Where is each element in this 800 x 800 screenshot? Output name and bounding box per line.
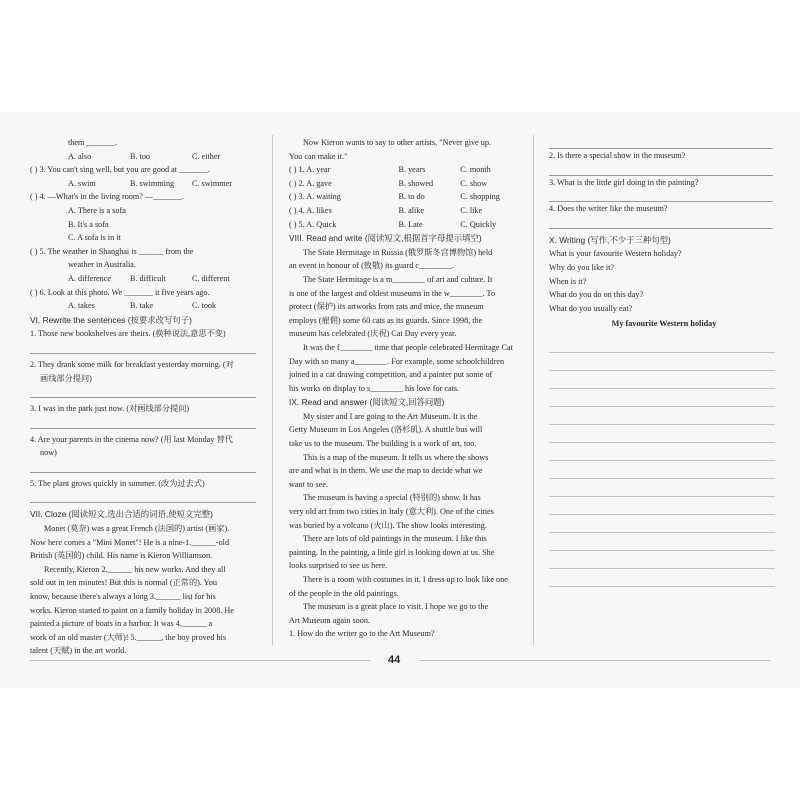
cloze-line: painted a picture of boats in a harbor. It was 4.______ a bbox=[30, 619, 213, 629]
section-heading-7: VII. Cloze (阅读短文,选出合适的词语,使短文完整) bbox=[30, 509, 213, 520]
passage-line: The museum is having a special (特别的) show. It has bbox=[303, 493, 481, 503]
answer-line[interactable] bbox=[30, 490, 256, 503]
writing-line[interactable] bbox=[549, 569, 775, 587]
answer-line[interactable] bbox=[30, 460, 256, 473]
writing-line[interactable] bbox=[549, 515, 775, 533]
cloze-line: works. Kieron started to paint on a family holiday in 2008. He bbox=[30, 605, 234, 615]
answer-row: ( ) 4. A. likes B. alike C. like bbox=[289, 205, 483, 215]
question-4: 4. Does the writer like the museum? bbox=[549, 204, 668, 214]
cloze-line: Now here comes a "Mini Monet"! He is a nine-1.______-old bbox=[30, 537, 230, 547]
rewrite-4-cont: now) bbox=[40, 448, 57, 458]
option: A. There is a sofa bbox=[68, 205, 126, 215]
passage-line: protect (保护) its artworks from rats and mice, the museum bbox=[289, 302, 484, 312]
cloze-line: work of an old master (大师)! 5.______, the boy proved his bbox=[30, 632, 227, 642]
option: C. different bbox=[192, 273, 230, 283]
option: B. It's a sofa bbox=[68, 219, 109, 229]
option: A. takes bbox=[68, 301, 95, 311]
rewrite-2: 2. They drank some milk for breakfast yesterday morning. (对 bbox=[30, 359, 234, 369]
option: B. difficult bbox=[130, 273, 166, 283]
writing-line[interactable] bbox=[549, 425, 775, 443]
passage-line: There are lots of old paintings in the museum. I like this bbox=[303, 534, 487, 544]
section-heading-8: VIII. Read and write (阅读短文,根据首字母提示填空) bbox=[289, 233, 482, 244]
option: B. swimming bbox=[130, 178, 175, 188]
option: A. swim bbox=[68, 178, 96, 188]
cloze-line: talent (天赋) in the art world. bbox=[30, 646, 127, 656]
writing-prompt: What is your favourite Western holiday? bbox=[549, 249, 682, 259]
section-heading-9: IX. Read and answer (阅读短文,回答问题) bbox=[289, 397, 445, 408]
section-heading-6: VI. Rewrite the sentences (按要求改写句子) bbox=[30, 314, 192, 325]
rewrite-3: 3. I was in the park just now. (对画线部分提问) bbox=[30, 404, 190, 414]
passage-line: Getty Museum in Los Angeles (洛杉矶). A shuttle bus will bbox=[289, 425, 483, 435]
section-heading-10: X. Writing (写作,不少于三种句型) bbox=[549, 234, 671, 245]
writing-line[interactable] bbox=[549, 461, 775, 479]
writing-line[interactable] bbox=[549, 551, 775, 569]
question-5-cont: weather in Australia. bbox=[68, 260, 136, 270]
writing-line[interactable] bbox=[549, 389, 775, 407]
option: C. either bbox=[192, 151, 221, 161]
footer-rule bbox=[420, 660, 770, 661]
options-row bbox=[30, 150, 262, 164]
passage-line: This is a map of the museum. It tells us where the shows bbox=[303, 452, 489, 462]
page-number: 44 bbox=[388, 654, 401, 666]
rewrite-1: 1. Those new bookshelves are theirs. (换种说法,意思不变) bbox=[30, 329, 226, 339]
question-3: ( ) 3. You can't sing well, but you are good at _______. bbox=[30, 165, 210, 175]
option: C. A sofa is in it bbox=[68, 233, 121, 243]
column-left bbox=[30, 136, 262, 658]
answer-line[interactable] bbox=[30, 385, 256, 398]
options-row bbox=[30, 272, 262, 286]
passage-line: take us to the museum. The building is a work of art, too. bbox=[289, 439, 477, 449]
passage-line: Day with so many a________. For example, some schoolchildren bbox=[289, 356, 505, 366]
writing-line[interactable] bbox=[549, 497, 775, 515]
passage-line: want to see. bbox=[289, 479, 328, 489]
question-1: 1. How do the writer go to the Art Museum? bbox=[289, 629, 435, 639]
passage-line: his works on display to s________ his love for cats. bbox=[289, 383, 460, 393]
option: A. also bbox=[68, 151, 92, 161]
question-text: them _______. bbox=[68, 138, 118, 147]
options-row bbox=[30, 299, 262, 313]
passage-line: very old art from two cities in Italy (意大利). One of the cities bbox=[289, 507, 494, 517]
option: A. difference bbox=[68, 273, 112, 283]
passage-line: employs (雇佣) some 60 cats as its guards. Since 1998, the bbox=[289, 315, 483, 325]
cloze-line: Monet (莫奈) was a great French (法国的) artist (画家). bbox=[44, 524, 230, 534]
answer-line[interactable] bbox=[549, 163, 773, 176]
answer-line[interactable] bbox=[549, 189, 773, 202]
writing-title: My favourite Western holiday bbox=[611, 319, 717, 329]
passage-line: looks surprised to see us here. bbox=[289, 561, 388, 571]
writing-line[interactable] bbox=[549, 371, 775, 389]
writing-line[interactable] bbox=[549, 443, 775, 461]
passage-line: of the people in the old paintings. bbox=[289, 588, 399, 598]
column-divider bbox=[272, 135, 273, 645]
passage-line: museum has celebrated (庆祝) Cat Day every year. bbox=[289, 329, 457, 339]
answer-row: ( ) 2. A. gave B. showed C. show bbox=[289, 178, 488, 188]
writing-line[interactable] bbox=[549, 407, 775, 425]
passage-line: is one of the largest and oldest museums in the w________. To bbox=[289, 288, 496, 298]
column-right bbox=[549, 136, 779, 587]
cloze-line: Now Kieron wants to say to other artists, "Never give up. bbox=[303, 138, 491, 147]
passage-line: Art Museum again soon. bbox=[289, 615, 370, 625]
writing-line[interactable] bbox=[549, 335, 775, 353]
rewrite-4: 4. Are your parents in the cinema now? (用 last Monday 替代 bbox=[30, 434, 233, 444]
footer-rule bbox=[30, 660, 370, 661]
question-2: 2. Is there a special show in the museum? bbox=[549, 151, 686, 160]
passage-line: an event in honour of (致敬) its guard c________. bbox=[289, 261, 454, 271]
writing-line[interactable] bbox=[549, 353, 775, 371]
passage-line: joined in a cat drawing competition, and a painter put some of bbox=[289, 370, 493, 380]
column-divider bbox=[533, 135, 534, 645]
option: B. too bbox=[130, 151, 151, 161]
passage-line: The State Hermitage is a m________ of art and culture. It bbox=[303, 274, 493, 284]
writing-prompt: Why do you like it? bbox=[549, 262, 615, 272]
rewrite-5: 5. The plant grows quickly in summer. (改为过去式) bbox=[30, 478, 205, 488]
passage-line: It was the f________ time that people celebrated Hermitage Cat bbox=[303, 342, 513, 352]
cloze-line: sold out in ten minutes! But this is normal (正常的). You bbox=[30, 578, 217, 588]
answer-line[interactable] bbox=[549, 216, 773, 229]
cloze-line: Recently, Kieron 2.______ his new works. And they all bbox=[44, 564, 226, 574]
answer-row: ( ) 3. A. waiting B. to do C. shopping bbox=[289, 192, 500, 202]
writing-prompt: When is it? bbox=[549, 276, 587, 286]
passage-line: was buried by a volcano (火山). The show looks interesting. bbox=[289, 520, 487, 530]
option: C. swimmer bbox=[192, 178, 233, 188]
cloze-line: know, because there's always a long 3.______ list for his bbox=[30, 592, 216, 602]
passage-line: painting. In the painting, a little girl is looking down at us. She bbox=[289, 547, 495, 557]
answer-line[interactable] bbox=[30, 416, 256, 429]
passage-line: are and what is in them. We use the map to decide what we bbox=[289, 466, 483, 476]
passage-line: My sister and I are going to the Art Museum. It is the bbox=[303, 411, 478, 421]
rewrite-2-cont: 画线部分提问) bbox=[40, 373, 92, 383]
passage-line: There is a room with costumes in it. I dress up to look like one bbox=[303, 575, 508, 584]
writing-line[interactable] bbox=[549, 533, 775, 551]
passage-line: The museum is a great place to visit. I hope we go to the bbox=[303, 602, 489, 612]
cloze-line: You can make it." bbox=[289, 151, 348, 161]
passage-line: The State Hermitage in Russia (俄罗斯冬宫博物馆) held bbox=[303, 247, 493, 257]
options-row bbox=[30, 177, 262, 191]
answer-row: ( ) 1. A. year B. years C. month bbox=[289, 165, 491, 175]
writing-prompt: What do you usually eat? bbox=[549, 303, 633, 313]
writing-prompt: What do you do on this day? bbox=[549, 290, 644, 300]
question-5: ( ) 5. The weather in Shanghai is ______ from the bbox=[30, 246, 194, 256]
writing-line[interactable] bbox=[549, 479, 775, 497]
option: B. take bbox=[130, 301, 154, 311]
column-middle bbox=[289, 136, 522, 641]
option: C. took bbox=[192, 301, 217, 311]
answer-line[interactable] bbox=[30, 341, 256, 354]
answer-line[interactable] bbox=[549, 136, 773, 149]
answer-row: ( ) 5. A. Quick B. Late C. Quickly bbox=[289, 219, 497, 229]
question-6: ( ) 6. Look at this photo. We _______ it five years ago. bbox=[30, 287, 210, 297]
question-3: 3. What is the little girl doing in the painting? bbox=[549, 177, 699, 187]
question-4: ( ) 4. —What's in the living room? —_______. bbox=[30, 192, 184, 202]
cloze-line: British (英国的) child. His name is Kieron Williamson. bbox=[30, 551, 213, 561]
